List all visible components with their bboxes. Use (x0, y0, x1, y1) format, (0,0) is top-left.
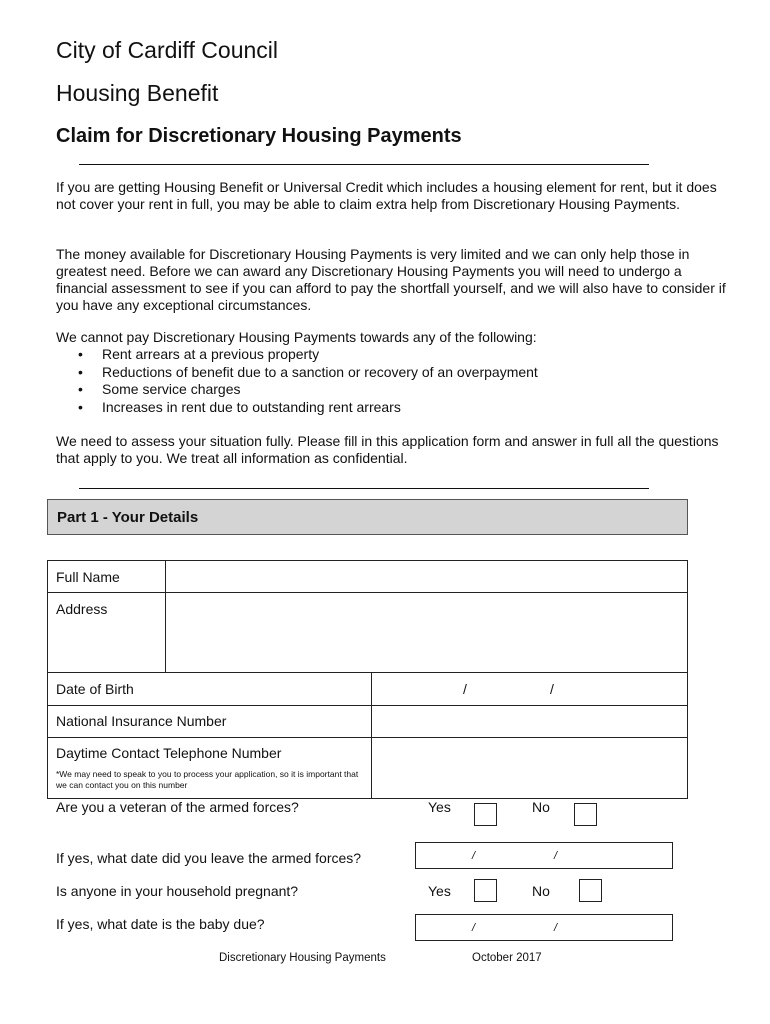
phone-label: Daytime Contact Telephone Number (56, 745, 282, 761)
phone-note: *We may need to speak to you to process your application, so it is important that we can contact you on this number (56, 769, 359, 790)
pregnant-no-checkbox[interactable] (579, 879, 602, 902)
intro-paragraph-2: The money available for Discretionary Housing Payments is very limited and we can only help those in greatest need. Before we can award any Discretionary Housing Payments you will need to undergo a financial assessment to see if you can afford to pay the shortfall yourself, and we will also have to consider if you have any exceptional circumstances. (56, 246, 726, 313)
part1-header: Part 1 - Your Details (47, 499, 688, 535)
intro-paragraph-3: We cannot pay Discretionary Housing Payments towards any of the following: (56, 329, 537, 345)
list-item: • Some service charges (78, 381, 538, 399)
address-label: Address (56, 601, 108, 617)
leave-date-field[interactable] (415, 842, 673, 869)
pregnant-yes-checkbox[interactable] (474, 879, 497, 902)
footer-date: October 2017 (472, 952, 542, 964)
list-item: • Rent arrears at a previous property (78, 346, 538, 364)
veteran-yes-label: Yes (428, 799, 451, 815)
service-name: Housing Benefit (56, 80, 219, 106)
date-separator: / (472, 922, 476, 934)
veteran-question: Are you a veteran of the armed forces? (56, 799, 299, 815)
dob-field[interactable] (371, 672, 688, 706)
exclusions-list (78, 346, 538, 416)
veteran-yes-checkbox[interactable] (474, 803, 497, 826)
pregnant-yes-label: Yes (428, 883, 451, 899)
due-date-field[interactable] (415, 914, 673, 941)
date-separator: / (554, 922, 558, 934)
phone-field[interactable] (371, 737, 688, 799)
pregnant-question: Is anyone in your household pregnant? (56, 883, 299, 899)
divider (79, 488, 649, 489)
dob-label: Date of Birth (56, 681, 134, 697)
full-name-label: Full Name (56, 569, 120, 585)
due-date-question: If yes, what date is the baby due? (56, 916, 265, 932)
leave-date-question: If yes, what date did you leave the armed forces? (56, 850, 362, 866)
intro-paragraph-4: We need to assess your situation fully. Please fill in this application form and answer in full all the questions that apply to you. We treat all information as confidential. (56, 433, 719, 466)
divider (79, 164, 649, 165)
ni-label: National Insurance Number (56, 713, 227, 729)
date-separator: / (463, 681, 467, 697)
date-separator: / (472, 850, 476, 862)
list-item: • Increases in rent due to outstanding rent arrears (78, 399, 538, 417)
footer-title: Discretionary Housing Payments (219, 952, 386, 964)
veteran-no-label: No (532, 799, 550, 815)
address-field[interactable] (165, 592, 688, 673)
date-separator: / (550, 681, 554, 697)
pregnant-no-label: No (532, 883, 550, 899)
veteran-no-checkbox[interactable] (574, 803, 597, 826)
list-item: • Reductions of benefit due to a sanction or recovery of an overpayment (78, 364, 538, 382)
date-separator: / (554, 850, 558, 862)
council-name: City of Cardiff Council (56, 37, 278, 63)
form-title: Claim for Discretionary Housing Payments (56, 125, 462, 147)
intro-paragraph-1: If you are getting Housing Benefit or Universal Credit which includes a housing element for rent, but it does not cover your rent in full, you may be able to claim extra help from Discretionary Housing Payments. (56, 179, 717, 212)
full-name-field[interactable] (165, 560, 688, 593)
ni-number-field[interactable] (371, 705, 688, 738)
